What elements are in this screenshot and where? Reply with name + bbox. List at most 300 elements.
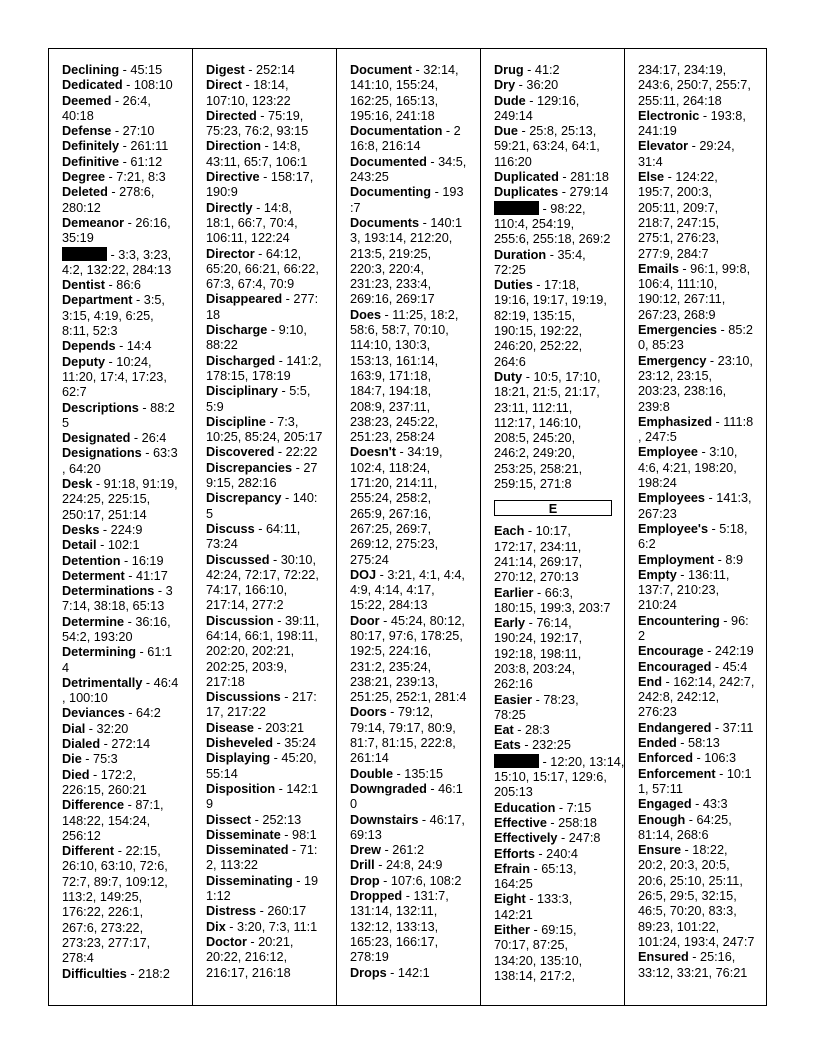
index-entry-continuation: [62, 691, 192, 706]
index-term: Definitive: [62, 154, 120, 169]
index-page-references: 19:16, 19:17, 19:19,: [494, 293, 607, 308]
index-page-references: 18:21, 21:5, 21:17,: [494, 385, 600, 400]
index-term: Eight: [494, 892, 526, 907]
index-page-references: 88:22: [206, 338, 238, 353]
index-page-references: 243:6, 250:7, 255:7,: [638, 78, 751, 93]
index-page-references: 267:6, 273:22,: [62, 920, 144, 935]
index-entry: [494, 185, 624, 200]
index-entry-continuation: [638, 904, 768, 919]
index-page-references: 267:25, 269:7,: [350, 521, 432, 536]
index-entry-continuation: [350, 400, 480, 415]
index-entry-continuation: [494, 385, 624, 400]
index-page-references: - 45:20,: [270, 751, 317, 766]
index-entry-continuation: [638, 338, 768, 353]
index-entry-continuation: [62, 814, 192, 829]
index-page-references: 58:6, 58:7, 70:10,: [350, 323, 449, 338]
index-page-references: 231:23, 233:4,: [350, 277, 432, 292]
index-entry-continuation: [350, 491, 480, 506]
index-page-references: - 88:2: [138, 400, 175, 415]
index-page-references: 190:9: [206, 185, 238, 200]
index-entry-continuation: [638, 155, 768, 170]
index-page-references: 138:14, 217:2,: [494, 968, 576, 983]
index-term: Duplicates: [494, 185, 559, 200]
index-entry: [62, 401, 192, 416]
redaction-block: [494, 754, 539, 768]
index-entry: [494, 248, 624, 263]
index-page-references: - 279:14: [558, 185, 609, 200]
index-term: Duplicated: [494, 170, 559, 185]
index-page-references: - 107:6, 108:2: [379, 873, 462, 888]
index-entry-continuation: [638, 705, 768, 720]
index-entry: [494, 892, 624, 907]
index-term: Encourage: [638, 644, 704, 659]
index-entry-continuation: [494, 401, 624, 416]
index-term: Directly: [206, 200, 253, 215]
index-entry-continuation: [206, 675, 336, 690]
index-entry-continuation: [206, 705, 336, 720]
index-term: Early: [494, 616, 526, 631]
index-entry: [494, 738, 624, 753]
index-page-references: 190:12, 267:11,: [638, 292, 726, 307]
index-page-references: 89:23, 101:22,: [638, 919, 720, 934]
index-page-references: 107:10, 123:22: [206, 93, 291, 108]
index-entry-continuation: [494, 954, 624, 969]
index-term: Disposition: [206, 781, 276, 796]
redaction-block: [494, 201, 539, 215]
index-page-references: 205:11, 209:7,: [638, 200, 719, 215]
index-term: Disseminated: [206, 843, 289, 858]
index-entry-continuation: [638, 935, 768, 950]
index-entry-continuation: [350, 721, 480, 736]
index-entry-continuation: [62, 936, 192, 951]
index-entry-continuation: [638, 858, 768, 873]
index-term: Else: [638, 170, 665, 185]
index-entry-continuation: [350, 415, 480, 430]
index-entry: [62, 538, 192, 553]
index-entry: [638, 751, 768, 766]
index-column-4: [480, 49, 624, 1005]
index-page-references: - 26:16,: [124, 215, 171, 230]
index-page-references: 132:12, 133:13,: [350, 919, 439, 934]
index-page-references: 203:23, 238:16,: [638, 384, 727, 399]
index-entry-continuation: [494, 355, 624, 370]
index-entry: [62, 185, 192, 200]
index-page-references: , 64:20: [62, 461, 101, 476]
index-entry-continuation: [494, 540, 624, 555]
index-page-references: - 3:20, 7:3, 11:1: [225, 919, 318, 934]
index-page-references: 134:20, 135:10,: [494, 953, 583, 968]
index-entry-continuation: [206, 950, 336, 965]
index-page-references: 164:25: [494, 877, 533, 892]
index-term: Discussions: [206, 690, 281, 705]
index-page-references: , 247:5: [638, 430, 677, 445]
index-page-references: - 27:10: [111, 124, 155, 139]
index-entry-continuation: [350, 598, 480, 613]
index-term: Displaying: [206, 751, 271, 766]
index-entry-continuation: [350, 751, 480, 766]
index-term: Emergencies: [638, 323, 717, 338]
index-term: Enforced: [638, 751, 693, 766]
index-page-references: 172:17, 234:11,: [494, 539, 582, 554]
index-page-references: - 135:15: [393, 766, 444, 781]
index-page-references: - 41:2: [523, 63, 560, 77]
index-entry: [638, 445, 768, 460]
index-entry: [350, 966, 480, 981]
index-entry: [494, 370, 624, 385]
index-entry: [206, 920, 336, 935]
index-entry: [206, 201, 336, 216]
index-term: Determinations: [62, 584, 155, 599]
index-entry-continuation: [62, 201, 192, 216]
index-page-references: - 87:1,: [124, 798, 164, 813]
index-entry: [638, 813, 768, 828]
index-entry-continuation: [206, 262, 336, 277]
index-page-references: 269:12, 275:23,: [350, 537, 439, 552]
index-entry-continuation: [206, 124, 336, 139]
index-entry-continuation: [494, 232, 624, 247]
index-entry-continuation: [350, 660, 480, 675]
index-page-references: 16:8, 216:14: [350, 139, 421, 154]
index-page-references: - 45:15: [119, 63, 163, 77]
index-entry-continuation: [206, 889, 336, 904]
index-term: Earlier: [494, 585, 534, 600]
index-entry-continuation: [350, 507, 480, 522]
index-entry: [62, 278, 192, 293]
index-page-references: 178:15, 178:19: [206, 368, 291, 383]
index-page-references: - 247:8: [557, 831, 601, 846]
index-page-references: - 260:17: [256, 904, 307, 919]
index-entry: [350, 155, 480, 170]
index-page-references: - 10:24,: [105, 354, 152, 369]
index-entry: [62, 844, 192, 859]
index-term: Employment: [638, 552, 715, 567]
index-entry: [62, 676, 192, 691]
index-page-references: 242:8, 242:12,: [638, 690, 720, 705]
index-term: Downgraded: [350, 781, 427, 796]
index-entry: [62, 477, 192, 492]
index-entry-continuation: [638, 185, 768, 200]
index-page-references: 267:23, 268:9: [638, 307, 716, 322]
index-entry-continuation: [494, 431, 624, 446]
index-page-references: 176:22, 226:1,: [62, 905, 144, 920]
index-entry: [494, 801, 624, 816]
index-page-references: - 261:11: [119, 139, 169, 154]
index-entry: [206, 782, 336, 797]
index-term: Eat: [494, 723, 514, 738]
index-entry-continuation: [494, 677, 624, 692]
index-entry: [206, 415, 336, 430]
index-entry-continuation: [62, 875, 192, 890]
index-page-references: - 261:2: [381, 843, 425, 858]
index-page-references: - 278:6,: [107, 185, 155, 200]
index-page-references: 190:15, 192:22,: [494, 324, 583, 339]
index-page-references: 80:17, 97:6, 178:25,: [350, 628, 463, 643]
index-page-references: - 58:13: [676, 736, 720, 751]
index-entry-continuation: [638, 782, 768, 797]
index-term: Due: [494, 124, 518, 139]
index-entry: [206, 63, 336, 78]
index-entry-continuation: [638, 690, 768, 705]
index-entry: [350, 445, 480, 460]
index-page-references: - 10:17,: [524, 524, 571, 539]
index-entry-continuation: [206, 94, 336, 109]
index-page-references: 278:4: [62, 951, 94, 966]
index-page-references: - 14:8,: [252, 200, 293, 215]
index-entry-continuation: [62, 951, 192, 966]
index-entry-continuation: [350, 369, 480, 384]
index-entry-continuation: [350, 920, 480, 935]
index-entry-continuation: [206, 767, 336, 782]
index-page-references: - 32:14,: [412, 63, 459, 77]
index-page-references: - 39:11,: [273, 613, 320, 628]
index-page-references: 1, 57:11: [638, 781, 683, 796]
index-entry: [206, 78, 336, 93]
index-entry: [638, 797, 768, 812]
index-page-references: - 3:21, 4:1, 4:4,: [376, 567, 465, 582]
index-entry-continuation: [206, 507, 336, 522]
index-term: Demeanor: [62, 215, 125, 230]
index-page-references: 226:15, 260:21: [62, 782, 147, 797]
index-entry-continuation: [350, 262, 480, 277]
index-page-references: - 22:22: [274, 445, 318, 460]
index-term: Discrepancy: [206, 491, 282, 506]
index-page-references: 23:11, 112:11,: [494, 400, 573, 415]
index-entry: [638, 262, 768, 277]
index-page-references: - 16:19: [120, 553, 164, 568]
index-page-references: - 7:21, 8:3: [105, 170, 166, 185]
index-entry-continuation: [350, 354, 480, 369]
index-term: Degree: [62, 170, 106, 185]
index-page-references: - 30:10,: [269, 552, 317, 567]
index-entry-continuation: [638, 308, 768, 323]
index-page-references: 171:20, 214:11,: [350, 476, 438, 491]
index-entry-continuation: [62, 370, 192, 385]
index-page-references: - 41:17: [124, 568, 168, 583]
index-page-references: - 7:3,: [265, 414, 299, 429]
index-page-references: 11:20, 17:4, 17:23,: [62, 369, 167, 384]
index-entry: [494, 616, 624, 631]
index-entry: [62, 615, 192, 630]
index-page-references: 249:14: [494, 108, 533, 123]
index-page-references: - 129:16,: [525, 93, 580, 108]
index-page-references: 184:7, 194:18,: [350, 384, 432, 399]
index-entry-continuation: [638, 216, 768, 231]
index-page-references: 231:2, 235:24,: [350, 659, 432, 674]
index-page-references: 2, 113:22: [206, 858, 258, 873]
index-page-references: - 252:13: [251, 812, 302, 827]
index-entry: [62, 124, 192, 139]
index-page-references: - 172:2,: [89, 767, 137, 782]
index-term: Each: [494, 524, 525, 539]
index-entry-continuation: [638, 400, 768, 415]
index-page-references: - 24:8, 24:9: [374, 858, 443, 873]
index-entry-continuation: [206, 216, 336, 231]
index-term: Electronic: [638, 108, 700, 123]
index-entry-continuation: [206, 155, 336, 170]
index-term: Employees: [638, 491, 705, 506]
index-page-references: - 64:12,: [254, 246, 302, 261]
index-page-references: 112:17, 146:10,: [494, 415, 582, 430]
index-entry-continuation: [494, 785, 624, 800]
index-page-references: 4: [62, 660, 70, 675]
index-page-references: - 203:21: [253, 720, 305, 735]
index-page-references: - 76:14,: [525, 616, 572, 631]
index-term: Drill: [350, 858, 375, 873]
index-entry-continuation: [494, 877, 624, 892]
index-entry: [350, 782, 480, 797]
index-entry-continuation: [350, 629, 480, 644]
index-page-references: 253:25, 258:21,: [494, 461, 583, 476]
index-page-references: - 34:5,: [426, 154, 467, 169]
index-entry-continuation: [350, 904, 480, 919]
index-page-references: 114:10, 130:3,: [350, 338, 431, 353]
index-page-references: 153:13, 161:14,: [350, 353, 439, 368]
index-page-references: 6:2: [638, 537, 656, 552]
index-entry-continuation: [638, 277, 768, 292]
index-term: Directed: [206, 108, 257, 123]
index-entry-continuation: [350, 553, 480, 568]
index-page-references: - 133:3,: [525, 892, 573, 907]
index-entry: [62, 216, 192, 231]
index-term: Dentist: [62, 278, 105, 293]
index-page-references: 1:12: [206, 889, 231, 904]
index-entry-continuation: [62, 385, 192, 400]
index-page-references: - 224:9: [99, 522, 143, 537]
index-page-references: - 18:14,: [241, 78, 289, 93]
index-entry: [62, 355, 192, 370]
index-entry: [638, 415, 768, 430]
index-term: Ensured: [638, 950, 689, 965]
index-term: Employee: [638, 445, 698, 460]
index-page-references: 217:18: [206, 674, 245, 689]
index-page-references: - 232:25: [520, 738, 571, 753]
index-term: Dedicated: [62, 78, 123, 93]
index-page-references: 192:18, 198:11,: [494, 646, 582, 661]
index-term: Digest: [206, 63, 245, 77]
index-page-references: 131:14, 132:11,: [350, 904, 438, 919]
index-entry: [638, 139, 768, 154]
index-page-references: 8:11, 52:3: [62, 324, 118, 339]
index-page-references: - 26:4: [130, 431, 167, 446]
index-page-references: 216:17, 216:18: [206, 965, 291, 980]
index-entry: [206, 935, 336, 950]
index-term: DOJ: [350, 567, 377, 582]
index-page-references: - 11:25, 18:2,: [381, 307, 459, 322]
index-entry: [494, 94, 624, 109]
index-page-references: - 258:18: [546, 815, 597, 830]
index-term: Emphasized: [638, 414, 713, 429]
index-entry: [206, 904, 336, 919]
index-entry: [62, 339, 192, 354]
index-page-references: 264:6: [494, 354, 526, 369]
index-entry-continuation: [638, 384, 768, 399]
index-term: Dialed: [62, 737, 101, 752]
index-entry: [494, 754, 624, 770]
index-term: Documentation: [350, 124, 443, 139]
index-entry: [638, 109, 768, 124]
index-term: Effective: [494, 815, 547, 830]
index-page-references: - 272:14: [100, 737, 151, 752]
index-page-references: - 3: [154, 584, 173, 599]
index-entry: [350, 185, 480, 200]
index-term: Door: [350, 613, 380, 628]
index-entry-continuation: [350, 292, 480, 307]
index-entry: [62, 722, 192, 737]
index-entry-continuation: [494, 969, 624, 984]
index-entry-continuation: [62, 661, 192, 676]
index-page-references: - 10:1: [715, 766, 752, 781]
index-entry-continuation: [206, 629, 336, 644]
index-page-references: 78:25: [494, 707, 526, 722]
index-page-references: 0, 85:23: [638, 338, 684, 353]
index-page-references: - 17:18,: [532, 278, 580, 293]
index-entry-continuation: [638, 583, 768, 598]
index-page-references: - 69:15,: [529, 923, 577, 938]
index-page-references: - 71:: [288, 843, 318, 858]
index-page-references: 141:10, 155:24,: [350, 78, 439, 93]
index-page-references: 246:20, 252:22,: [494, 339, 583, 354]
index-term: Desk: [62, 477, 93, 492]
index-page-references: 4:6, 4:21, 198:20,: [638, 460, 737, 475]
index-entry-continuation: [350, 736, 480, 751]
index-page-references: 101:24, 193:4, 247:7: [638, 934, 755, 949]
index-entry: [206, 139, 336, 154]
index-entry: [494, 816, 624, 831]
index-term: Efrain: [494, 861, 530, 876]
index-page-references: - 78:23,: [532, 692, 579, 707]
index-page-references: - 106:3: [693, 751, 737, 766]
index-page-references: 35:19: [62, 231, 94, 246]
index-page-references: 81:14, 268:6: [638, 827, 709, 842]
index-term: Encouraged: [638, 659, 712, 674]
index-term: Determining: [62, 645, 137, 660]
index-term: Deviances: [62, 706, 125, 721]
index-page-references: - 111:8: [712, 414, 754, 429]
index-entry-continuation: [206, 537, 336, 552]
index-page-references: - 9:10,: [267, 323, 307, 338]
index-page-references: 42:24, 72:17, 72:22,: [206, 567, 319, 582]
index-term: Disciplinary: [206, 384, 278, 399]
index-entry-continuation: [350, 384, 480, 399]
index-entry-continuation: [494, 570, 624, 585]
index-entry-continuation: [638, 292, 768, 307]
index-entry: [638, 614, 768, 629]
index-term: Dix: [206, 919, 226, 934]
index-entry-continuation: [638, 966, 768, 981]
index-entry-continuation: [638, 201, 768, 216]
index-page-references: 46:5, 70:20, 83:3,: [638, 904, 737, 919]
index-page-references: - 98:1: [280, 827, 317, 842]
index-term: Doesn't: [350, 445, 397, 460]
index-entry-continuation: [206, 858, 336, 873]
index-term: Endangered: [638, 720, 712, 735]
index-term: Disheveled: [206, 736, 273, 751]
index-entry-continuation: [62, 921, 192, 936]
index-entry: [638, 950, 768, 965]
index-entry-continuation: [62, 905, 192, 920]
index-page-references: 276:23: [638, 705, 677, 720]
index-page-references: 106:11, 122:24: [206, 231, 290, 246]
index-term: Discussion: [206, 613, 274, 628]
index-page-references: - 142:1: [275, 781, 319, 796]
index-entry-continuation: [350, 690, 480, 705]
index-entry: [62, 706, 192, 721]
index-term: Deleted: [62, 185, 108, 200]
index-page-references: - 63:3: [141, 446, 178, 461]
index-entry-continuation: [350, 644, 480, 659]
index-page-references: - 124:22,: [664, 170, 718, 185]
index-entry-continuation: [494, 309, 624, 324]
